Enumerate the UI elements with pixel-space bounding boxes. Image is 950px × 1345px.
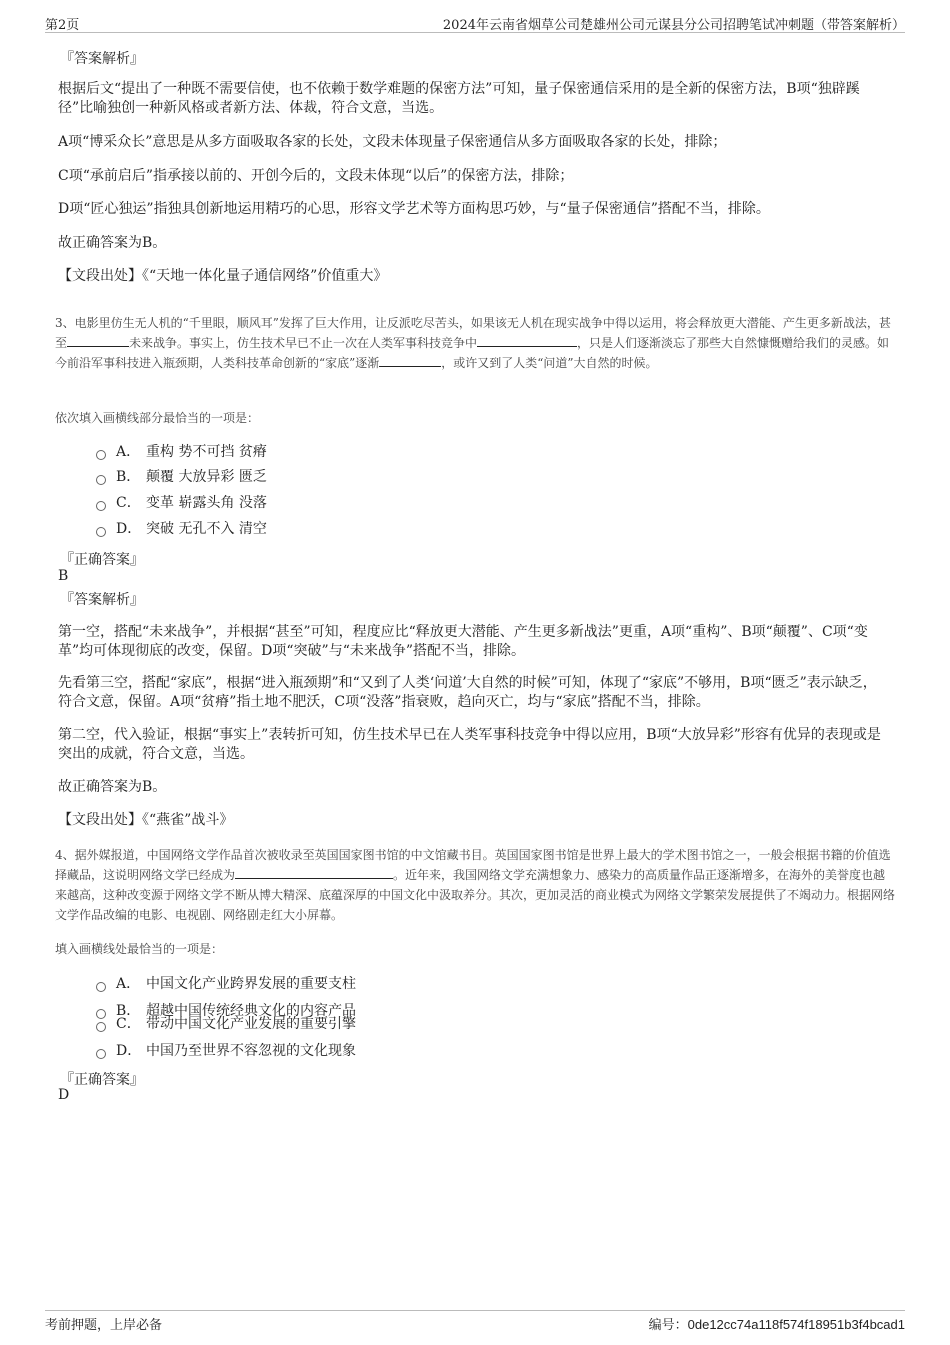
radio-icon[interactable]	[96, 450, 106, 460]
radio-icon[interactable]	[96, 527, 106, 537]
source-citation: 【文段出处】《“燕雀”战斗》	[58, 812, 234, 828]
header-divider	[45, 32, 905, 33]
analysis-label: 『答案解析』	[60, 592, 144, 608]
blank-line	[235, 865, 393, 879]
analysis-paragraph: 第一空，搭配“未来战争”，并根据“甚至”可知，程度应比“释放更大潜能、产生更多新战法”更重，A项“重构”、B项“颠覆”、C项“变革”均可体现彻底的改变，保留。D项“突破”与“未来战争”搭配不当，排除。	[58, 624, 868, 659]
correct-answer: D	[58, 1087, 70, 1103]
analysis-paragraph: 先看第三空，搭配“家底”，根据“进入瓶颈期”和“又到了人类‘问道’大自然的时候”可知，体现了“家底”不够用，B项“匮乏”表示缺乏，符合文意，保留。A项“贫瘠”指土地不肥沃，C项“没落”指衰败，趋向灭亡，均与“家底”搭配不当，排除。	[58, 675, 877, 710]
source-citation: 【文段出处】《“天地一体化量子通信网络”价值重大》	[58, 268, 388, 284]
blank-line	[477, 333, 577, 347]
option-d[interactable]: D． 中国乃至世界不容忽视的文化现象	[96, 1041, 356, 1061]
analysis-paragraph: A项“博采众长”意思是从多方面吸取各家的长处，文段未体现量子保密通信从多方面吸取各家的长处，排除；	[58, 134, 727, 150]
option-c[interactable]: C． 变革 崭露头角 没落	[96, 493, 267, 513]
radio-icon[interactable]	[96, 1022, 106, 1032]
document-title: 2024年云南省烟草公司楚雄州公司元谋县分公司招聘笔试冲刺题（带答案解析）	[442, 18, 905, 33]
analysis-paragraph: D项“匠心独运”指独具创新地运用精巧的心思，形容文学艺术等方面构思巧妙，与“量子保密通信”搭配不当，排除。	[58, 201, 770, 217]
blank-line	[67, 333, 129, 347]
question-4-prompt: 填入画横线处最恰当的一项是：	[55, 942, 224, 956]
analysis-paragraph: 根据后文“提出了一种既不需要信使，也不依赖于数学难题的保密方法”可知，量子保密通信采用的是全新的保密方法，B项“独辟蹊径”比喻独创一种新风格或者新方法、体裁，符合文意，当选。	[58, 81, 860, 116]
option-a[interactable]: A． 重构 势不可挡 贫瘠	[96, 442, 267, 462]
document-id: 编号：0de12cc74a118f574f18951b3f4bcad1	[648, 1317, 905, 1332]
option-b[interactable]: B． 超越中国传统经典文化的内容产品	[96, 1001, 356, 1021]
analysis-label: 『答案解析』	[60, 51, 144, 67]
footer-divider	[45, 1310, 905, 1311]
analysis-paragraph: C项“承前启后”指承接以前的、开创今后的，文段未体现“以后”的保密方法，排除；	[58, 168, 574, 184]
correct-answer: B	[58, 568, 69, 584]
correct-answer-label: 『正确答案』	[60, 552, 144, 568]
option-a[interactable]: A． 中国文化产业跨界发展的重要支柱	[96, 974, 356, 994]
radio-icon[interactable]	[96, 475, 106, 485]
analysis-paragraph: 第二空，代入验证，根据“事实上”表转折可知，仿生技术早已在人类军事科技竞争中得以应用，B项“大放异彩”形容有优异的表现或是突出的成就，符合文意，当选。	[58, 727, 881, 762]
option-d[interactable]: D． 突破 无孔不入 清空	[96, 519, 267, 539]
question-3-stem: 3、电影里仿生无人机的“千里眼，顺风耳”发挥了巨大作用，让反派吃尽苦头，如果该无人机在现实战争中得以运用，将会释放更大潜能、产生更多新战法，甚至 未来战争。事实上，仿生技术早已不止一次在人类军事科技竞争中 ，只是人们逐渐淡忘了那些大自然慷慨赠给我们的灵感。如今前沿军事科技进入瓶颈期，人类科技革命创新的“家底”逐渐 ，或许又到了人类“问道”大自然的时候。	[55, 316, 891, 370]
radio-icon[interactable]	[96, 1049, 106, 1059]
page-number: 第2页	[45, 18, 80, 33]
question-3-prompt: 依次填入画横线部分最恰当的一项是：	[55, 411, 260, 425]
option-b[interactable]: B． 颠覆 大放异彩 匮乏	[96, 467, 267, 487]
footer-slogan: 考前押题，上岸必备	[45, 1318, 163, 1333]
correct-answer-label: 『正确答案』	[60, 1072, 144, 1088]
radio-icon[interactable]	[96, 982, 106, 992]
blank-line	[379, 353, 441, 367]
option-c[interactable]: C． 带动中国文化产业发展的重要引擎	[96, 1014, 356, 1034]
radio-icon[interactable]	[96, 501, 106, 511]
answer-conclusion: 故正确答案为B。	[58, 235, 167, 251]
answer-conclusion: 故正确答案为B。	[58, 779, 167, 795]
question-4-stem: 4、据外媒报道，中国网络文学作品首次被收录至英国国家图书馆的中文馆藏书目。英国国家图书馆是世界上最大的学术图书馆之一，一般会根据书籍的价值选择藏品，这说明网络文学已经成为 。近年来，我国网络文学充满想象力、感染力的高质量作品正逐渐增多，在海外的美誉度也越来越高，这种改变源于网络文学不断从博大精深、底蕴深厚的中国文化中汲取养分。其次，更加灵活的商业模式为网络文学繁荣发展提供了不竭动力。根据网络文学作品改编的电影、电视剧、网络剧走红大小屏幕。	[55, 848, 896, 922]
